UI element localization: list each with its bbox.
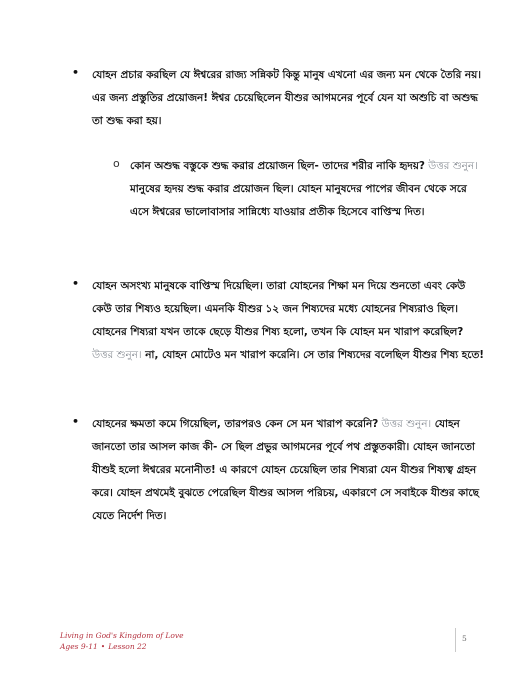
footer-separator: • [100, 642, 106, 651]
footer-lesson-info [60, 641, 184, 652]
bullet-point: • [72, 415, 80, 428]
answer-prompt: উত্তর শুনুন। [378, 418, 432, 430]
answer-prompt: উত্তর শুনুন। [92, 349, 142, 361]
page-number: 5 [462, 634, 467, 643]
paragraph-3 [92, 275, 487, 367]
paragraph-1 [92, 64, 487, 133]
question-text: যোহন অসংখ্য মানুষকে বাপ্তিস্ম দিয়েছিল। তারা যোহনের শিক্ষা মন দিয়ে শুনতো এবং কেউ কেউ তার শিষ্যও হয়েছিল। এমনকি যীশুর ১২ জন শিষ্যদের মধ্যে যোহনের শিষ্যরাও ছিল। যোহনের শিষ্যরা যখন তাকে ছেড়ে যীশুর শিষ্য হলো, তখন কি যোহন মন খারাপ করেছিল? [92, 280, 466, 338]
paragraph-2 [130, 155, 488, 224]
question-text: যোহনের ক্ষমতা কমে গিয়েছিল, তারপরও কেন সে মন খারাপ করেনি? [92, 418, 379, 430]
sub-bullet-point: o [113, 157, 120, 170]
answer-text: না, যোহন মোটেও মন খারাপ করেনি। সে তার শিষ্যদের বলেছিল যীশুর শিষ্য হতে! [141, 349, 484, 361]
bullet-point: • [72, 66, 80, 79]
answer-text: মানুষের হৃদয় শুদ্ধ করার প্রয়োজন ছিল। যোহন মানুষদের পাপের জীবন থেকে সরে এসে ঈশ্বরের ভালোবাসার সান্নিধ্যে যাওয়ার প্রতীক হিসেবে বাপ্তিস্ম দিত। [130, 183, 467, 218]
footer-lesson: Lesson 22 [108, 642, 147, 651]
footer-title: Living in God's Kingdom of Love [60, 631, 184, 640]
paragraph-text: যোহন প্রচার করছিল যে ঈশ্বরের রাজ্য সন্নিকট কিন্তু মানুষ এখনো এর জন্য মন থেকে তৈরি নয়। এর জন্য প্রস্তুতির প্রয়োজন! ঈশ্বর চেয়েছিলেন যীশুর আগমনের পূর্বে যেন যা অশুচি বা অশুদ্ধ তা শুদ্ধ করা হয়। [92, 69, 481, 127]
page-number-divider [455, 628, 456, 652]
footer [60, 630, 184, 652]
footer-ages: Ages 9-11 [60, 642, 98, 651]
answer-prompt: উত্তর শুনুন। [424, 160, 478, 172]
answer-text: যোহন জানতো তার আসল কাজ কী- সে ছিল প্রভুর আগমনের পূর্বে পথ প্রস্তুতকারী। যোহন জানতো যীশুই হলো ঈশ্বরের মনোনীত! এ কারণে যোহন চেয়েছিল তার শিষ্যরা যেন যীশুর শিষ্যত্ব গ্রহন করে। যোহন প্রথমেই বুঝতে পেরেছিল যীশুর আসল পরিচয়, একারণে সে সবাইকে যীশুর কাছে যেতে নির্দেশ দিত। [92, 418, 479, 522]
bullet-point: • [72, 277, 80, 290]
paragraph-4 [92, 413, 487, 528]
question-text: কোন অশুদ্ধ বস্তুকে শুদ্ধ করার প্রয়োজন ছিল- তাদের শরীর নাকি হৃদয়? [130, 160, 425, 172]
